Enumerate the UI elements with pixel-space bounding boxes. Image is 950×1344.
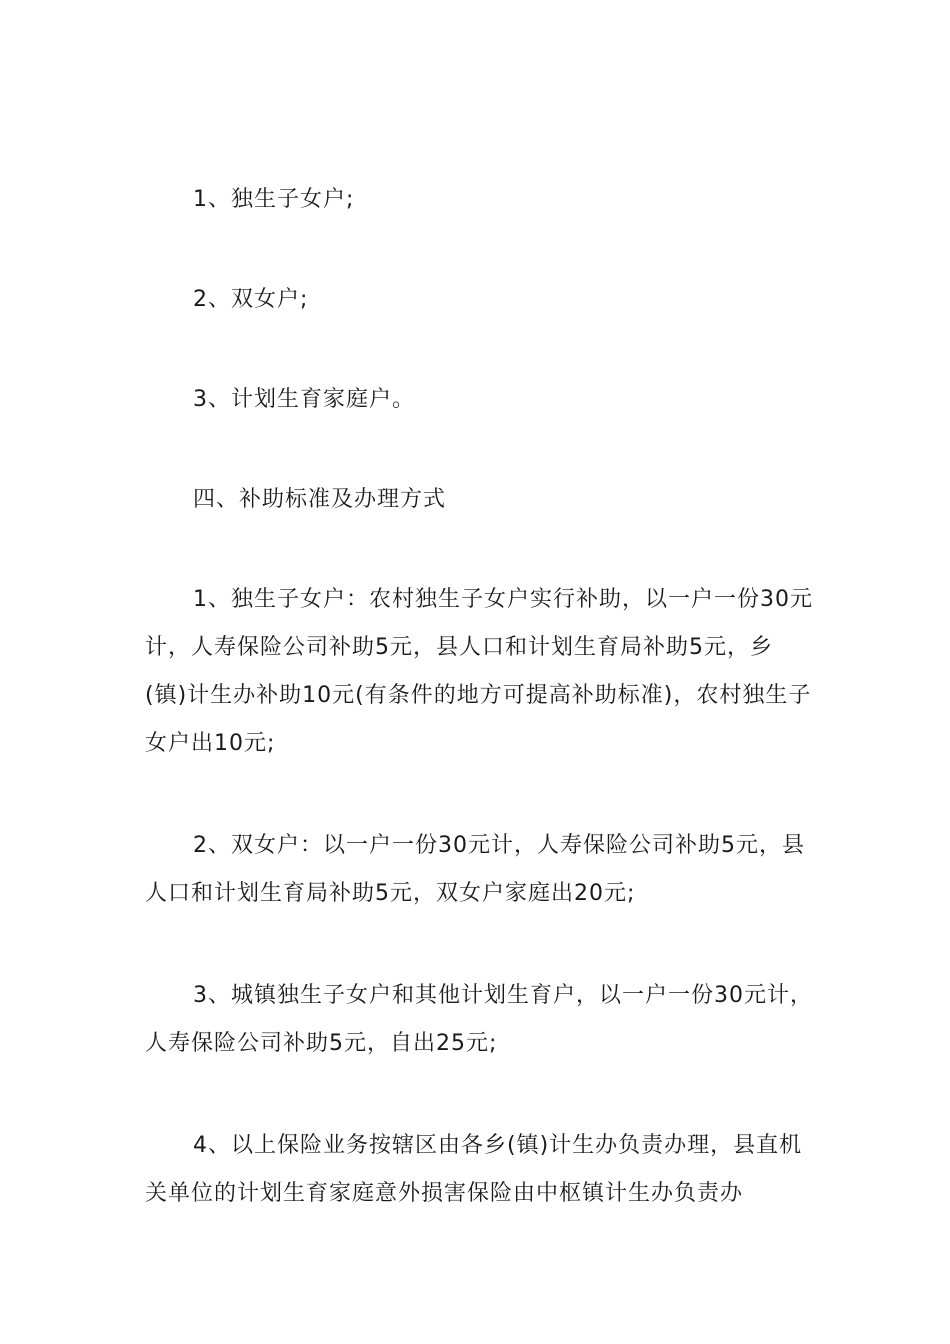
paragraph-insurance-handling: 4、以上保险业务按辖区由各乡(镇)计生办负责办理，县直机关单位的计划生育家庭意外损害保险由中枢镇计生办负责办 [145, 1133, 803, 1206]
paragraph-only-child-subsidy: 1、独生子女户：农村独生子女户实行补助，以一户一份30元计，人寿保险公司补助5元，县人口和计划生育局补助5元，乡(镇)计生办补助10元(有条件的地方可提高补助标准)，农村独生子女户出10元; [145, 587, 813, 756]
list-item-only-child-household: 1、独生子女户; [193, 187, 355, 212]
paragraph-two-daughters-subsidy: 2、双女户：以一户一份30元计，人寿保险公司补助5元，县人口和计划生育局补助5元，双女户家庭出20元; [145, 833, 805, 906]
paragraph-urban-subsidy: 3、城镇独生子女户和其他计划生育户，以一户一份30元计，人寿保险公司补助5元，自出25元; [145, 983, 813, 1056]
list-item-family-planning-household: 3、计划生育家庭户。 [193, 387, 415, 412]
section-heading-subsidy-standards: 四、补助标准及办理方式 [193, 487, 447, 512]
list-item-two-daughters-household: 2、双女户; [193, 287, 309, 312]
